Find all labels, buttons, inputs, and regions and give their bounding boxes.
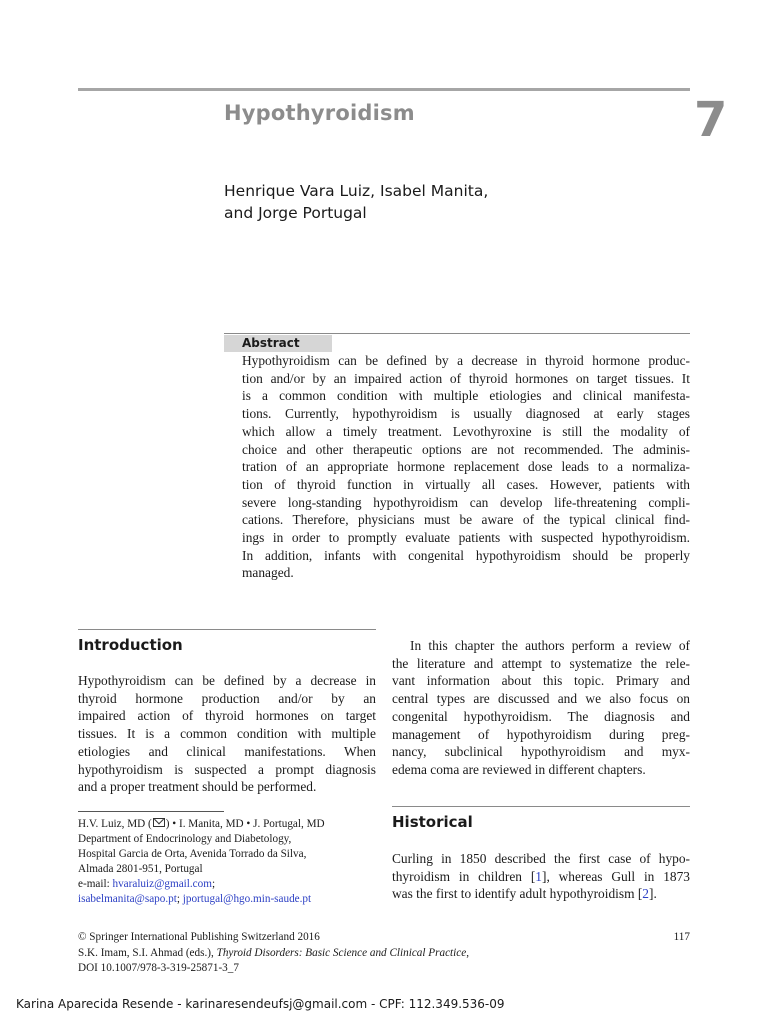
intro-line: hypothyroidism is suspected a prompt diagnosis: [78, 761, 376, 777]
abstract-label-box: [224, 335, 332, 352]
copyright-text: © Springer International Publishing Switzerland 2016: [78, 931, 320, 943]
footnote-text: H.V. Luiz, MD (: [78, 818, 152, 830]
intro-line: etiologies and clinical manifestations. When: [78, 743, 376, 759]
footnote-line: [78, 877, 325, 892]
overview-line: central types are discussed and we also focus on: [392, 691, 690, 707]
intro-line: tissues. It is a common condition with multiple: [78, 726, 376, 742]
doi-line: DOI 10.1007/978-3-319-25871-3_7: [78, 962, 239, 974]
footnote-separator: ;: [211, 878, 216, 890]
author-footnote: [78, 817, 325, 907]
intro-line: Hypothyroidism can be defined by a decrease in: [78, 673, 376, 688]
authors-line: Henrique Vara Luiz, Isabel Manita,: [224, 182, 489, 200]
abstract-line: which allow a timely treatment. Levothyroxine is still the modality of: [242, 423, 690, 439]
intro-line: and a proper treatment should be performed.: [78, 779, 317, 795]
introduction-rule: [78, 629, 376, 630]
reference-link[interactable]: 1: [535, 868, 542, 884]
page-number: 117: [673, 931, 690, 943]
abstract-rule: [224, 333, 690, 334]
overview-line: congenital hypothyroidism. The diagnosis and: [392, 708, 690, 724]
abstract-line: managed.: [242, 565, 294, 581]
copyright-line: [78, 930, 690, 946]
footnote-line: [78, 892, 325, 907]
email-link[interactable]: isabelmanita@sapo.pt: [78, 893, 177, 905]
abstract-line: tion of thyroid function in virtually all cases. However, patients with: [242, 476, 690, 492]
email-label: e-mail:: [78, 878, 113, 890]
citation-line: [78, 946, 690, 962]
copyright-block: [78, 930, 690, 977]
abstract-line: tion and/or by an impaired action of thyroid hormones on target tissues. It: [242, 370, 690, 386]
abstract-line: choice and other therapeutic options are not recommended. The adminis-: [242, 441, 690, 457]
email-link[interactable]: jportugal@hgo.min-saude.pt: [182, 893, 312, 905]
abstract-line: cations. Therefore, physicians must be aware of the typical clinical find-: [242, 512, 690, 528]
footnote-separator: ;: [176, 893, 183, 905]
authors-line: and Jorge Portugal: [224, 204, 367, 222]
historical-line: [392, 868, 690, 886]
overview-line: the literature and attempt to systematize the rele-: [392, 655, 690, 671]
overview-line: nancy, subclinical hypothyroidism and myx-: [392, 744, 690, 760]
book-title: Thyroid Disorders: Basic Science and Clinical Practice: [216, 946, 467, 959]
intro-line: impaired action of thyroid hormones on target: [78, 708, 376, 724]
intro-line: thyroid hormone production and/or by an: [78, 690, 376, 706]
footnote-line: Department of Endocrinology and Diabetology,: [78, 833, 292, 845]
overview-line: In this chapter the authors perform a review of: [410, 638, 690, 653]
abstract-line: is a common condition with multiple etiologies and clinical manifesta-: [242, 388, 690, 404]
citation-punct: ,: [466, 946, 469, 959]
historical-text: ].: [649, 886, 657, 902]
historical-line: Curling in 1850 described the first case of hypo-: [392, 851, 690, 866]
abstract-line: In addition, infants with congenital hypothyroidism should be properly: [242, 547, 690, 563]
historical-text: was the first to identify adult hypothyroidism [: [392, 886, 643, 902]
introduction-heading: Introduction: [78, 636, 183, 654]
historical-text: ], whereas Gull in 1873: [541, 868, 690, 884]
email-link[interactable]: hvaraluiz@gmail.com: [112, 878, 212, 890]
overview-line: vant information about this topic. Primary and: [392, 673, 690, 689]
footnote-line: Hospital Garcia de Orta, Avenida Torrado da Silva,: [78, 848, 307, 860]
historical-text: thyroidism in children [: [392, 868, 536, 884]
abstract-line: tration of an appropriate hormone replacement dose leads to a normaliza-: [242, 459, 690, 475]
envelope-icon: [153, 818, 165, 827]
historical-rule: [392, 806, 690, 807]
overview-line: edema coma are reviewed in different chapters.: [392, 761, 646, 777]
abstract-line: tions. Currently, hypothyroidism is usually diagnosed at early stages: [242, 406, 690, 422]
historical-line: [392, 885, 657, 903]
authors: [224, 180, 488, 224]
reference-link[interactable]: 2: [642, 886, 649, 902]
download-watermark: Karina Aparecida Resende - karinaresendeufsj@gmail.com - CPF: 112.349.536-09: [16, 997, 505, 1011]
chapter-title: Hypothyroidism: [224, 101, 415, 125]
footnote-line: [78, 817, 325, 832]
abstract-label: Abstract: [242, 336, 300, 350]
abstract-line: ings in order to promptly evaluate patients with suspected hypothyroidism.: [242, 530, 690, 545]
footnote-text: ) • I. Manita, MD • J. Portugal, MD: [165, 818, 325, 830]
abstract-line: severe long-standing hypothyroidism can develop life-threatening compli-: [242, 494, 690, 510]
abstract-line: Hypothyroidism can be defined by a decrease in thyroid hormone produc-: [242, 353, 690, 368]
editors: S.K. Imam, S.I. Ahmad (eds.),: [78, 946, 217, 959]
overview-line: management of hypothyroidism during preg-: [392, 726, 690, 742]
historical-heading: Historical: [392, 813, 473, 831]
footnote-line: Almada 2801-951, Portugal: [78, 863, 203, 875]
chapter-number: 7: [694, 92, 728, 148]
top-rule: [78, 88, 690, 91]
footnote-rule: [78, 811, 224, 812]
